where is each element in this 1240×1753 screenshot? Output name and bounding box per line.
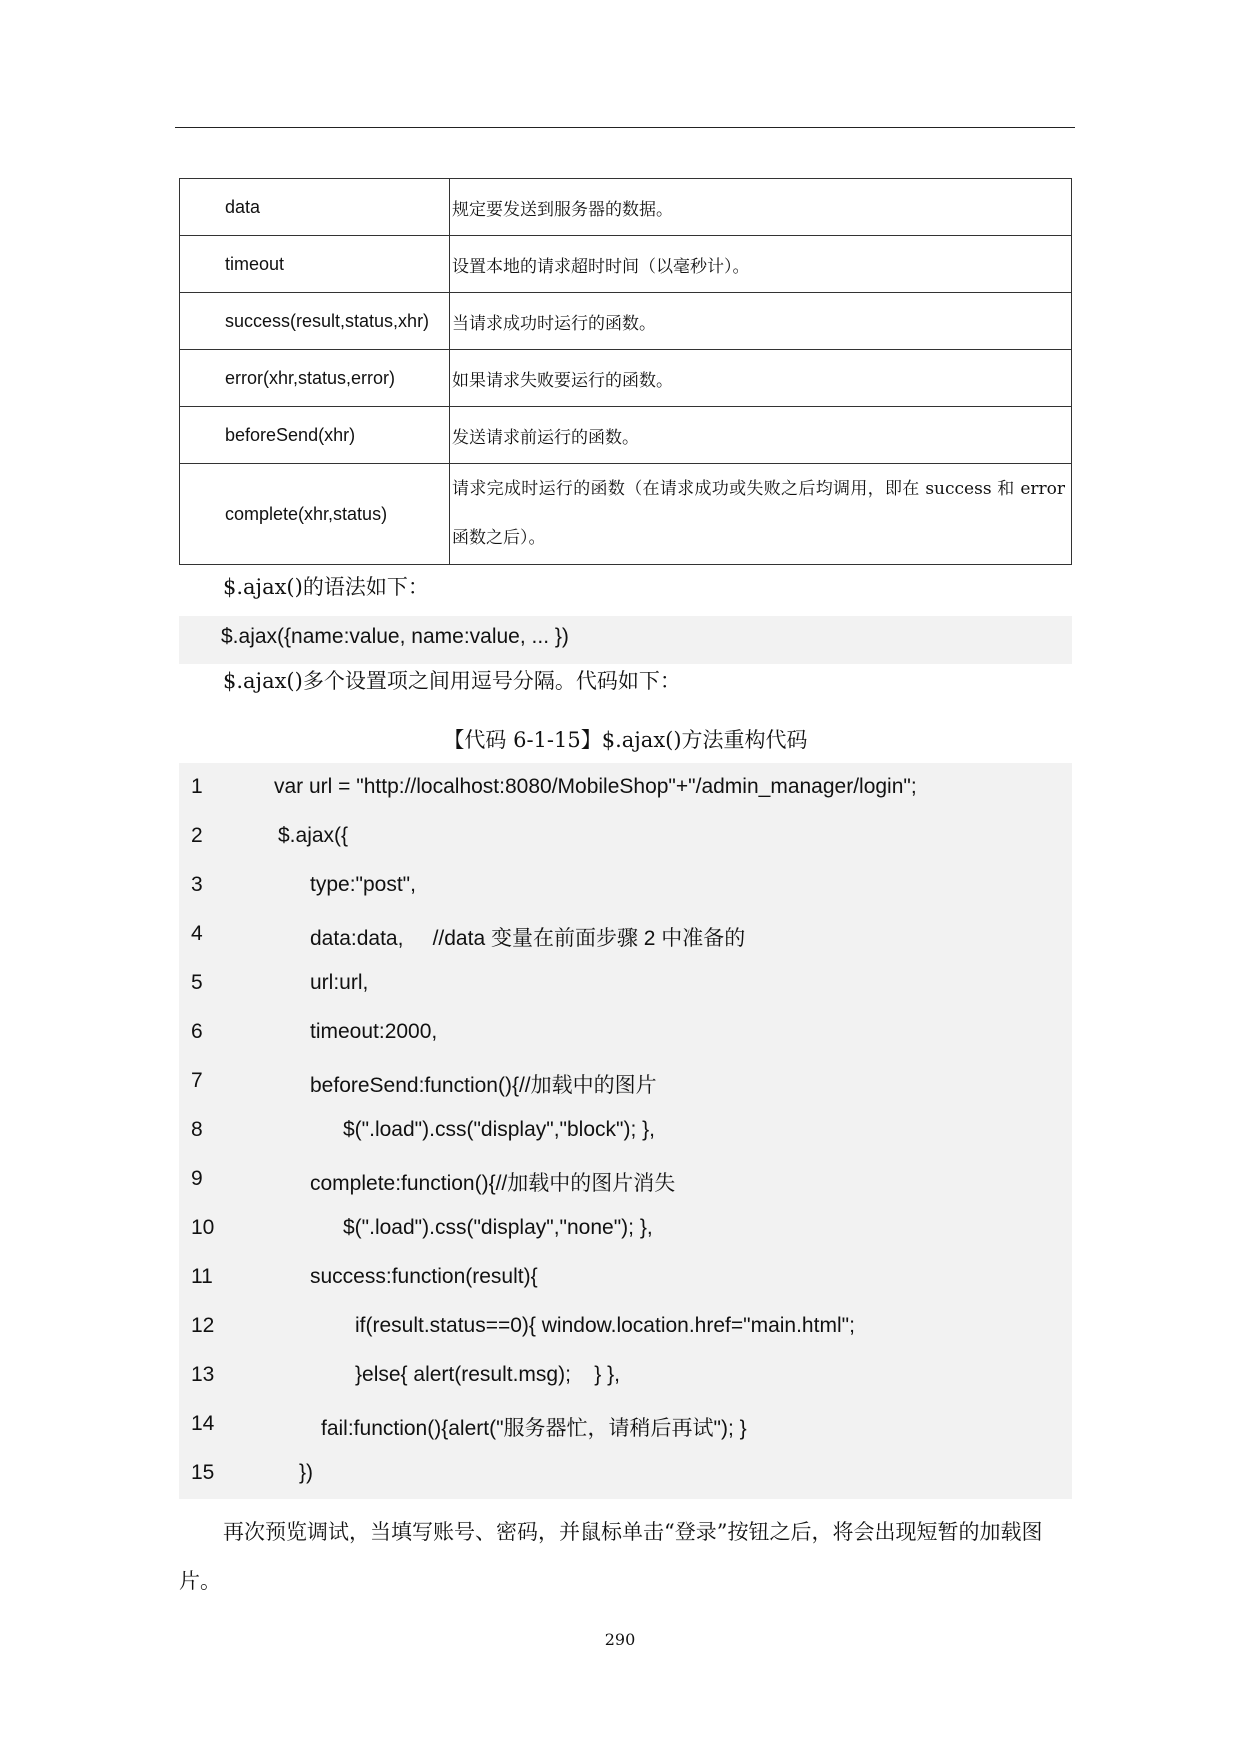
syntax-code: $.ajax({name:value, name:value, ... }) (221, 625, 569, 648)
param-name: data (180, 179, 450, 236)
settings-intro: $.ajax()多个设置项之间用逗号分隔。代码如下： (223, 669, 681, 693)
line-number: 7 (191, 1069, 203, 1092)
code-line (179, 910, 1072, 959)
code-text: data:data, //data 变量在前面步骤 2 中准备的 (310, 927, 746, 950)
code-text: complete:function(){//加载中的图片消失 (310, 1172, 676, 1195)
code-text: }) (299, 1461, 314, 1484)
param-desc-text: 请求完成时运行的函数（在请求成功或失败之后均调用，即在 success 和 error 函数之后）。 (452, 479, 1065, 548)
table-row (180, 236, 1072, 293)
param-name: complete(xhr,status) (180, 464, 450, 565)
line-number: 4 (191, 922, 203, 945)
param-name: beforeSend(xhr) (180, 407, 450, 464)
param-name: timeout (180, 236, 450, 293)
line-number: 12 (191, 1314, 215, 1337)
syntax-intro: $.ajax()的语法如下： (223, 575, 429, 599)
code-line (179, 861, 1072, 910)
code-line (179, 1155, 1072, 1204)
line-number: 5 (191, 971, 203, 994)
table-row (180, 350, 1072, 407)
page-number: 290 (604, 1630, 636, 1649)
code-line (179, 763, 1072, 812)
param-name: success(result,status,xhr) (180, 293, 450, 350)
line-number: 11 (191, 1265, 213, 1288)
code-text: type:"post", (310, 873, 416, 896)
code-text: }else{ alert(result.msg); } }, (355, 1363, 620, 1386)
code-line (179, 1400, 1072, 1449)
param-desc: 发送请求前运行的函数。 (450, 407, 1072, 464)
code-text: success:function(result){ (310, 1265, 538, 1288)
code-line (179, 1302, 1072, 1351)
param-desc: 设置本地的请求超时时间（以毫秒计）。 (450, 236, 1072, 293)
line-number: 13 (191, 1363, 215, 1386)
code-line (179, 1351, 1072, 1400)
code-line (179, 1253, 1072, 1302)
code-text: timeout:2000, (310, 1020, 438, 1043)
code-line (179, 959, 1072, 1008)
param-desc: 如果请求失败要运行的函数。 (450, 350, 1072, 407)
line-number: 14 (191, 1412, 215, 1435)
code-line (179, 1008, 1072, 1057)
code-text: fail:function(){alert("服务器忙，请稍后再试"); } (321, 1417, 747, 1440)
code-text: $(".load").css("display","none"); }, (343, 1216, 653, 1239)
line-number: 1 (191, 775, 203, 798)
table-row (180, 464, 1072, 565)
line-number: 15 (191, 1461, 215, 1484)
line-number: 8 (191, 1118, 203, 1141)
ajax-params-table (179, 178, 1072, 565)
code-text: if(result.status==0){ window.location.href="main.html"; (355, 1314, 855, 1337)
table-row (180, 293, 1072, 350)
line-number: 6 (191, 1020, 203, 1043)
code-block (179, 763, 1072, 1499)
code-text: var url = "http://localhost:8080/MobileShop"+"/admin_manager/login"; (274, 775, 917, 798)
closing-text: 再次预览调试，当填写账号、密码，并鼠标单击“登录”按钮之后，将会出现短暂的加载图片。 (179, 1520, 1043, 1593)
code-line (179, 812, 1072, 861)
code-line (179, 1204, 1072, 1253)
code-text: url:url, (310, 971, 369, 994)
table-row (180, 179, 1072, 236)
line-number: 2 (191, 824, 203, 847)
code-caption: 【代码 6-1-15】$.ajax()方法重构代码 (443, 728, 808, 752)
syntax-code-block (179, 616, 1072, 664)
code-line (179, 1106, 1072, 1155)
line-number: 10 (191, 1216, 215, 1239)
code-line (179, 1449, 1072, 1498)
code-text: $.ajax({ (278, 824, 349, 847)
param-desc: 当请求成功时运行的函数。 (450, 293, 1072, 350)
line-number: 9 (191, 1167, 203, 1190)
param-desc: 规定要发送到服务器的数据。 (450, 179, 1072, 236)
code-line (179, 1057, 1072, 1106)
param-desc (450, 464, 1072, 565)
code-text: beforeSend:function(){//加载中的图片 (310, 1074, 657, 1097)
header-rule (175, 127, 1075, 128)
code-text: $(".load").css("display","block"); }, (343, 1118, 655, 1141)
param-name: error(xhr,status,error) (180, 350, 450, 407)
closing-paragraph (179, 1508, 1072, 1606)
line-number: 3 (191, 873, 203, 896)
table-row (180, 407, 1072, 464)
